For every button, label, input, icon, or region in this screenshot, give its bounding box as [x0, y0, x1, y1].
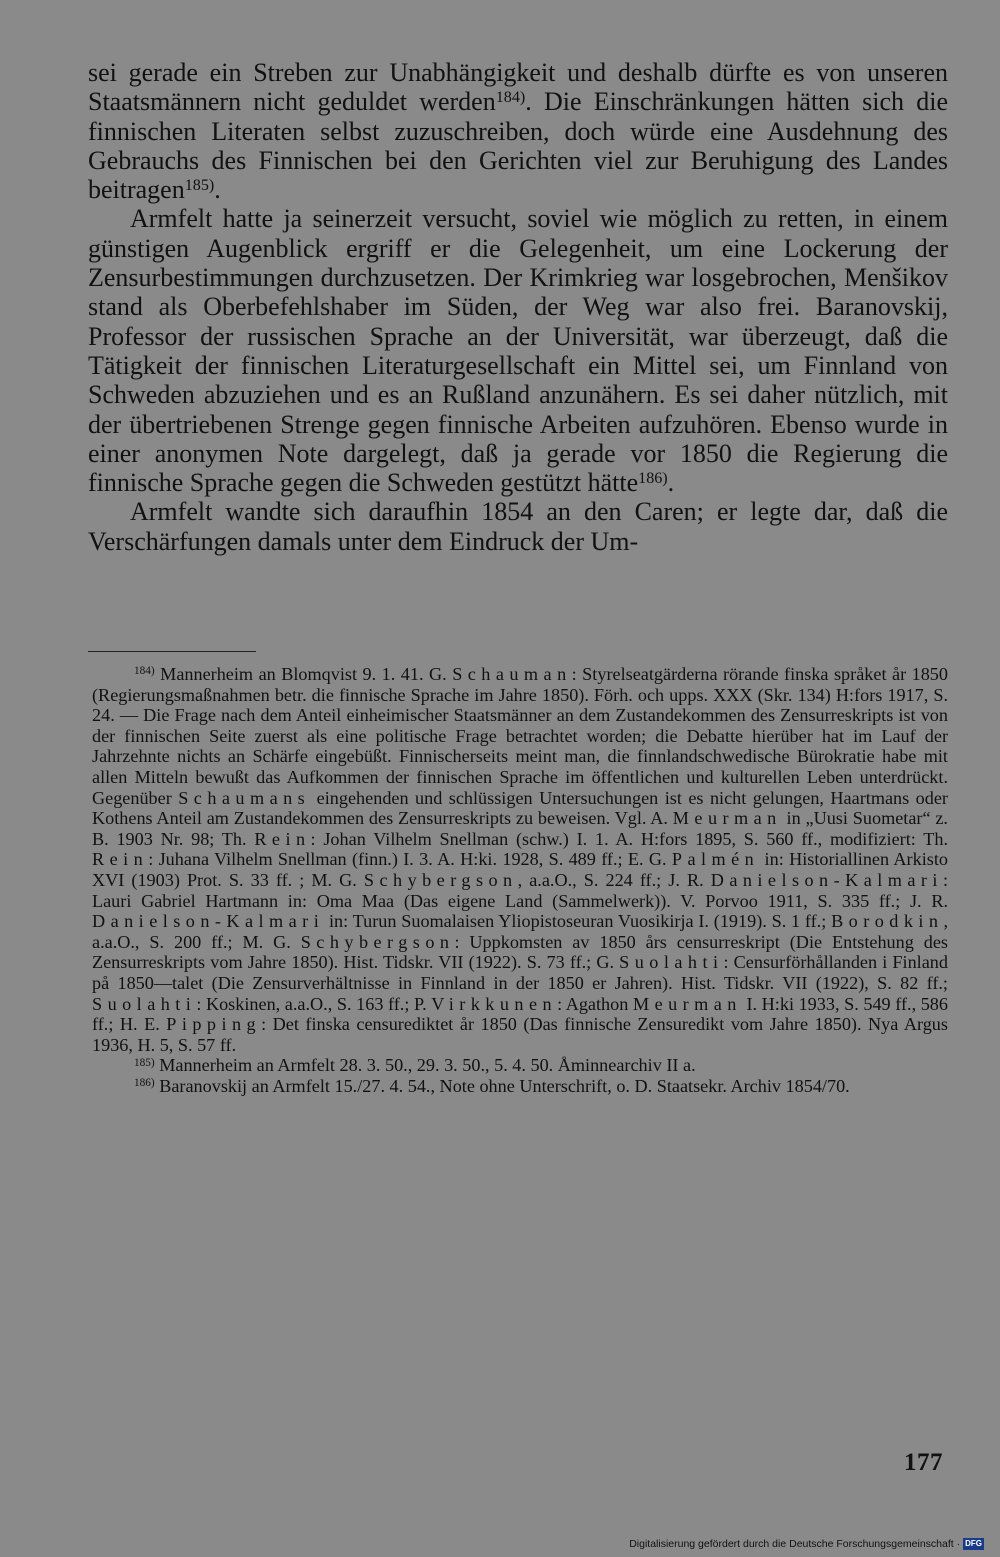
dfg-logo: DFG [965, 1539, 982, 1548]
footnote [92, 664, 948, 1055]
text-run: : Juhana Vilhelm Snellman (finn.) I. 3. A. H:ki. 1928, S. 489 ff.; E. G. [148, 849, 672, 870]
text-run: , a.a.O., S. 200 ff.; M. G. [92, 911, 948, 952]
text-run: Armfelt hatte ja seinerzeit versucht, soviel wie möglich zu retten, in einem günstigen Augenblick ergriff er die Gelegenheit, um eine Lockerung der Zensurbestimmungen durchzusetzen. Der Krimkrieg war losgebrochen, Menšikov stand als Oberbefehlshaber im Süden, der Weg war also frei. Baranovskij, Professor der russischen Sprache an der Universität, war überzeugt, daß die Tätigkeit der finnischen Literaturgesellschaft ein Mittel sei, um Finnland von Schweden abzuziehen und es an Rußland anzunähern. Es sei daher nützlich, mit der übertriebenen Strenge gegen finnische Arbeiten aufzuhören. Ebenso wurde in einer anonymen Note dargelegt, daß ja gerade vor 1850 die Regierung die finnische Sprache gegen die Schweden gestützt hätte [88, 204, 948, 498]
body-paragraph [88, 204, 948, 497]
text-run: Mannerheim an Armfelt 28. 3. 50., 29. 3. 50., 5. 4. 50. Åminnearchiv II a. [154, 1055, 696, 1076]
author-name: Meurman [672, 808, 782, 829]
text-run: . Die Einschränkungen hätten sich die finnischen Literaten selbst zuzuschreiben, doch würde eine Ausdehnung des Gebrauchs des Finnischen bei den Gerichten viel zur Beruhigung des Landes beitragen [88, 87, 948, 205]
text-run: : Lauri Gabriel Hartmann in: Oma Maa (Das eigene Land (Sammelwerk)). V. Porvoo 1911, S. 335 ff.; J. R. [92, 869, 948, 911]
page-number: 177 [904, 1449, 943, 1476]
text-run: : Koskinen, a.a.O., S. 163 ff.; P. [196, 993, 432, 1014]
digitization-credit [629, 1538, 984, 1550]
footnote [92, 1055, 948, 1076]
body-paragraph [88, 497, 948, 556]
author-name: Rein [254, 828, 311, 849]
text-run: Mannerheim an Blomqvist 9. 1. 41. G. [154, 664, 453, 684]
author-name: Schauman [452, 664, 572, 684]
author-name: Schybergson [300, 931, 455, 952]
text-run: . [214, 175, 221, 205]
author-name: Borodkin [831, 911, 944, 932]
text-run: Baranovskij an Armfelt 15./27. 4. 54., Note ohne Unterschrift, o. D. Staatsekr. Archiv 1854/70. [154, 1075, 850, 1096]
text-run: , a.a.O., S. 224 ff.; J. R. [517, 869, 711, 890]
footnote-reference: 186) [638, 470, 668, 488]
text-run: : Det finska censurediktet år 1850 (Das finnische Zensuredikt vom Jahre 1850). Nya Argus 1936, H. 5, S. 57 ff. [92, 1014, 948, 1055]
footnote-reference: 186) [134, 1077, 155, 1090]
footnote [92, 1076, 948, 1097]
author-name: Suolahti [619, 952, 724, 973]
text-run: eingehenden und schlüssigen Untersuchungen ist es nicht gelungen, Haartmans oder Kothens Anteil am Zustandekommen des Zensurreskripts zu beweisen. Vgl. A. [92, 787, 948, 829]
footnote-reference: 184) [134, 665, 155, 678]
author-name: Pipping [166, 1014, 262, 1035]
author-name: Danielson-Kalmari [710, 869, 943, 890]
body-text [88, 58, 948, 556]
text-run: sei gerade ein Streben zur Unabhängigkeit und deshalb dürfte es von unseren Staatsmännern nicht geduldet werden [88, 58, 948, 117]
text-run: in: Turun Suomalaisen Yliopistoseuran Vuosikirja I. (1919). S. 1 ff.; [324, 911, 832, 932]
text-run: I. H:ki 1933, S. 549 ff., 586 ff.; H. E. [92, 993, 948, 1035]
text-run: Armfelt wandte sich daraufhin 1854 an den Caren; er legte dar, daß die Verschärfungen damals unter dem Eindruck der Um- [88, 497, 948, 556]
footnotes [92, 664, 948, 1096]
text-run: : Johan Vilhelm Snellman (schw.) I. 1. A. H:fors 1895, S. 560 ff., modifiziert: Th. [310, 828, 948, 849]
footnote-reference: 185) [184, 177, 215, 195]
author-name: Danielson-Kalmari [92, 911, 325, 932]
text-run: : Uppkomsten av 1850 års censurreskript (Die Entstehung des Zensurreskripts vom Jahre 1850). Hist. Tidskr. VII (1922). S. 73 ff.; G. [92, 931, 948, 973]
author-name: Rein [92, 849, 149, 870]
author-name: Schaumans [178, 787, 311, 808]
author-name: Meurman [632, 993, 742, 1014]
text-run: in „Uusi Suometar“ z. B. 1903 Nr. 98; Th. [92, 808, 948, 849]
text-run: : Censurförhållanden i Finland på 1850—talet (Die Zensurverhältnisse in Finnland in der 1850 er Jahren). Hist. Tidskr. VII (1922), S. 82 ff.; [92, 952, 948, 993]
text-run: : Agathon [557, 993, 633, 1014]
footnote-reference: 185) [134, 1056, 155, 1069]
credit-text: Digitalisierung gefördert durch die Deutsche Forschungsgemeinschaft · [629, 1538, 961, 1550]
author-name: Virkkunen [431, 993, 558, 1014]
text-run: : Styrelseatgärderna rörande finska språket år 1850 (Regierungsmaßnahmen betr. die finnische Sprache im Jahre 1850). Förh. och upps. XXX (Skr. 134) H:fors 1917, S. 24. — Die Frage nach dem Anteil einheimischer Staatsmänner an dem Zustandekommen des Zensurreskripts ist von der finnischen Seite zuerst als eine politische Frage betrachtet worden; die Debatte hierüber hat im Lauf der Jahrzehnte nichts an Schärfe eingebüßt. Finnischerseits meint man, die finnlandschwedische Bürokratie habe mit allen Mitteln bewußt das Aufkommen der finnischen Sprache im öffentlichen und kulturellen Leben unterdrückt. Gegenüber [92, 664, 948, 808]
footnote-separator [88, 651, 256, 652]
text-run: in: Historiallinen Arkisto XVI (1903) Prot. S. 33 ff. ; M. G. [92, 849, 948, 890]
text-run: . [667, 468, 675, 498]
body-paragraph [88, 58, 948, 204]
author-name: Palmén [671, 849, 760, 870]
author-name: Schybergson [363, 869, 518, 890]
author-name: Suolahti [92, 993, 197, 1014]
footnote-reference: 184) [495, 89, 526, 107]
